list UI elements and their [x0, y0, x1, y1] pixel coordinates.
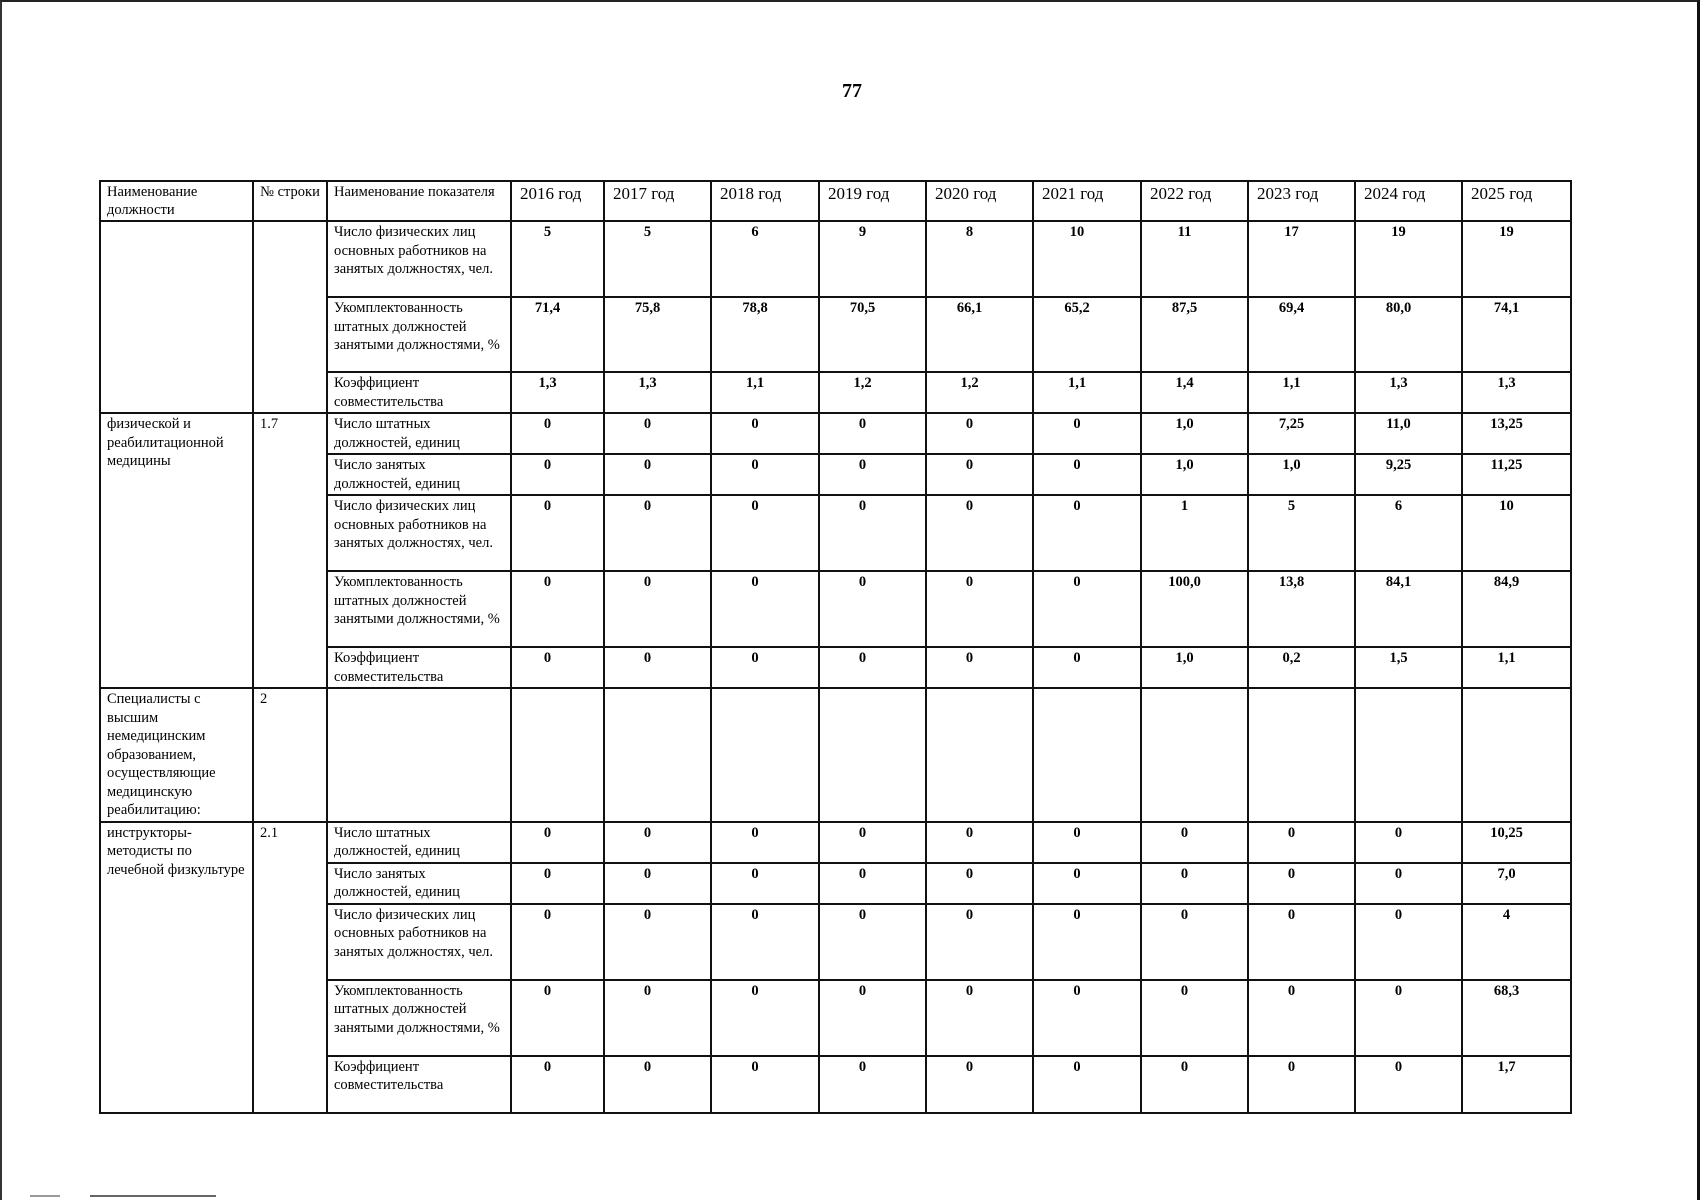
header-row [100, 181, 1571, 221]
value-cell: 1,7 [1462, 1056, 1571, 1113]
indicator-cell: Число штатных должностей, единиц [327, 413, 511, 454]
value-cell: 100,0 [1141, 571, 1248, 647]
value-cell: 0 [1141, 904, 1248, 980]
value-cell: 0 [1033, 863, 1141, 904]
value-cell: 0 [1033, 1056, 1141, 1113]
value-cell: 0 [711, 647, 819, 688]
value-cell: 65,2 [1033, 297, 1141, 372]
value-cell: 1,3 [511, 372, 604, 413]
value-cell: 1,1 [1033, 372, 1141, 413]
row-number-cell: 2.1 [253, 822, 327, 1113]
value-cell: 1,0 [1141, 413, 1248, 454]
value-cell: 0,2 [1248, 647, 1355, 688]
value-cell: 0 [1355, 904, 1462, 980]
indicator-cell: Число занятых должностей, единиц [327, 454, 511, 495]
table-body [100, 221, 1571, 1113]
value-cell: 0 [711, 495, 819, 571]
indicator-cell: Укомплектованность штатных должностей занятыми должностями, % [327, 571, 511, 647]
value-cell [604, 688, 711, 822]
value-cell: 1,2 [926, 372, 1033, 413]
value-cell: 71,4 [511, 297, 604, 372]
row-number-cell [253, 221, 327, 413]
value-cell: 6 [1355, 495, 1462, 571]
value-cell: 0 [1033, 822, 1141, 863]
value-cell: 0 [1248, 863, 1355, 904]
value-cell: 19 [1462, 221, 1571, 297]
value-cell: 0 [1355, 863, 1462, 904]
indicator-cell: Число физических лиц основных работников на занятых должностях, чел. [327, 904, 511, 980]
page-number: 77 [842, 80, 862, 102]
value-cell: 5 [1248, 495, 1355, 571]
value-cell: 87,5 [1141, 297, 1248, 372]
value-cell: 7,25 [1248, 413, 1355, 454]
value-cell: 1 [1141, 495, 1248, 571]
value-cell: 11,25 [1462, 454, 1571, 495]
value-cell: 0 [511, 413, 604, 454]
value-cell: 0 [1141, 1056, 1248, 1113]
value-cell: 1,0 [1141, 454, 1248, 495]
value-cell: 1,2 [819, 372, 926, 413]
value-cell [511, 688, 604, 822]
value-cell: 0 [819, 454, 926, 495]
table-row [100, 688, 1571, 822]
position-cell: инструкторы-методисты по лечебной физкультуре [100, 822, 253, 1113]
row-number-cell: 1.7 [253, 413, 327, 688]
value-cell: 0 [711, 980, 819, 1056]
value-cell: 0 [604, 863, 711, 904]
table-row [100, 221, 1571, 297]
value-cell: 9,25 [1355, 454, 1462, 495]
value-cell: 0 [604, 822, 711, 863]
value-cell: 19 [1355, 221, 1462, 297]
value-cell: 0 [926, 822, 1033, 863]
value-cell: 0 [926, 571, 1033, 647]
value-cell: 0 [1355, 980, 1462, 1056]
scan-artifact [90, 1195, 216, 1197]
value-cell: 10 [1462, 495, 1571, 571]
value-cell: 0 [1355, 1056, 1462, 1113]
value-cell: 0 [604, 904, 711, 980]
indicator-cell: Коэффициент совместительства [327, 647, 511, 688]
table-row [100, 413, 1571, 454]
value-cell: 13,8 [1248, 571, 1355, 647]
value-cell: 0 [711, 571, 819, 647]
indicator-cell: Число физических лиц основных работников на занятых должностях, чел. [327, 221, 511, 297]
value-cell: 84,9 [1462, 571, 1571, 647]
value-cell: 0 [819, 571, 926, 647]
header-year: 2024 год [1355, 181, 1462, 221]
value-cell: 0 [819, 863, 926, 904]
indicator-cell: Укомплектованность штатных должностей занятыми должностями, % [327, 297, 511, 372]
value-cell: 0 [1141, 822, 1248, 863]
value-cell: 68,3 [1462, 980, 1571, 1056]
value-cell: 0 [711, 1056, 819, 1113]
value-cell: 0 [711, 822, 819, 863]
value-cell: 0 [926, 454, 1033, 495]
value-cell: 4 [1462, 904, 1571, 980]
value-cell: 0 [604, 980, 711, 1056]
value-cell: 0 [1248, 822, 1355, 863]
value-cell: 11 [1141, 221, 1248, 297]
value-cell: 0 [1248, 904, 1355, 980]
position-cell: Специалисты с высшим немедицинским образованием, осуществляющие медицинскую реабилитацию: [100, 688, 253, 822]
value-cell [1141, 688, 1248, 822]
value-cell: 0 [511, 571, 604, 647]
header-row-number: № строки [253, 181, 327, 221]
header-year: 2020 год [926, 181, 1033, 221]
value-cell: 0 [511, 495, 604, 571]
position-cell [100, 221, 253, 413]
value-cell: 0 [926, 413, 1033, 454]
value-cell: 0 [819, 980, 926, 1056]
value-cell: 0 [604, 413, 711, 454]
scan-artifact [30, 1195, 60, 1197]
indicator-cell: Укомплектованность штатных должностей занятыми должностями, % [327, 980, 511, 1056]
value-cell: 6 [711, 221, 819, 297]
position-cell: физической и реабилитационной медицины [100, 413, 253, 688]
value-cell: 17 [1248, 221, 1355, 297]
value-cell: 13,25 [1462, 413, 1571, 454]
value-cell: 69,4 [1248, 297, 1355, 372]
table-row [100, 822, 1571, 863]
value-cell: 0 [511, 454, 604, 495]
value-cell: 1,1 [1462, 647, 1571, 688]
header-year: 2016 год [511, 181, 604, 221]
value-cell: 0 [1033, 413, 1141, 454]
table-header [100, 181, 1571, 221]
value-cell: 0 [711, 904, 819, 980]
header-year: 2022 год [1141, 181, 1248, 221]
value-cell: 0 [926, 863, 1033, 904]
value-cell: 1,0 [1141, 647, 1248, 688]
header-indicator: Наименование показателя [327, 181, 511, 221]
value-cell: 0 [1033, 495, 1141, 571]
value-cell: 0 [819, 647, 926, 688]
header-year: 2018 год [711, 181, 819, 221]
value-cell: 0 [511, 863, 604, 904]
value-cell: 0 [819, 904, 926, 980]
value-cell: 0 [1033, 571, 1141, 647]
value-cell: 5 [604, 221, 711, 297]
header-year: 2017 год [604, 181, 711, 221]
value-cell: 74,1 [1462, 297, 1571, 372]
value-cell [926, 688, 1033, 822]
value-cell: 1,1 [1248, 372, 1355, 413]
value-cell: 0 [1033, 454, 1141, 495]
value-cell: 0 [604, 571, 711, 647]
value-cell: 0 [926, 904, 1033, 980]
value-cell: 1,3 [1355, 372, 1462, 413]
indicator-cell [327, 688, 511, 822]
value-cell: 0 [1033, 647, 1141, 688]
value-cell: 0 [511, 647, 604, 688]
value-cell: 0 [604, 1056, 711, 1113]
value-cell: 66,1 [926, 297, 1033, 372]
header-year: 2021 год [1033, 181, 1141, 221]
value-cell: 80,0 [1355, 297, 1462, 372]
value-cell: 1,5 [1355, 647, 1462, 688]
value-cell: 0 [711, 454, 819, 495]
header-year: 2023 год [1248, 181, 1355, 221]
value-cell: 0 [1141, 863, 1248, 904]
staffing-table [99, 180, 1572, 1114]
indicator-cell: Число штатных должностей, единиц [327, 822, 511, 863]
value-cell: 10,25 [1462, 822, 1571, 863]
value-cell: 8 [926, 221, 1033, 297]
header-position: Наименование должности [100, 181, 253, 221]
value-cell: 1,3 [1462, 372, 1571, 413]
value-cell: 11,0 [1355, 413, 1462, 454]
value-cell: 0 [711, 413, 819, 454]
indicator-cell: Число занятых должностей, единиц [327, 863, 511, 904]
value-cell: 0 [604, 495, 711, 571]
value-cell: 0 [1033, 980, 1141, 1056]
value-cell [1248, 688, 1355, 822]
value-cell [1462, 688, 1571, 822]
value-cell: 0 [1355, 822, 1462, 863]
value-cell: 9 [819, 221, 926, 297]
header-year: 2025 год [1462, 181, 1571, 221]
value-cell [711, 688, 819, 822]
value-cell: 0 [926, 647, 1033, 688]
value-cell: 0 [1141, 980, 1248, 1056]
value-cell: 0 [604, 454, 711, 495]
value-cell: 0 [511, 904, 604, 980]
value-cell: 10 [1033, 221, 1141, 297]
value-cell: 1,1 [711, 372, 819, 413]
value-cell: 78,8 [711, 297, 819, 372]
value-cell: 75,8 [604, 297, 711, 372]
value-cell: 0 [819, 1056, 926, 1113]
value-cell: 0 [604, 647, 711, 688]
value-cell: 1,0 [1248, 454, 1355, 495]
value-cell: 0 [1033, 904, 1141, 980]
value-cell: 0 [1248, 980, 1355, 1056]
value-cell [1033, 688, 1141, 822]
value-cell: 0 [511, 1056, 604, 1113]
value-cell: 1,3 [604, 372, 711, 413]
value-cell: 0 [926, 980, 1033, 1056]
header-year: 2019 год [819, 181, 926, 221]
value-cell: 0 [926, 495, 1033, 571]
indicator-cell: Коэффициент совместительства [327, 372, 511, 413]
value-cell [1355, 688, 1462, 822]
value-cell: 0 [926, 1056, 1033, 1113]
value-cell: 0 [819, 495, 926, 571]
value-cell: 0 [1248, 1056, 1355, 1113]
value-cell: 5 [511, 221, 604, 297]
value-cell: 0 [711, 863, 819, 904]
value-cell: 70,5 [819, 297, 926, 372]
value-cell: 84,1 [1355, 571, 1462, 647]
value-cell: 0 [511, 980, 604, 1056]
value-cell: 0 [819, 822, 926, 863]
value-cell [819, 688, 926, 822]
value-cell: 0 [511, 822, 604, 863]
value-cell: 1,4 [1141, 372, 1248, 413]
indicator-cell: Коэффициент совместительства [327, 1056, 511, 1113]
row-number-cell: 2 [253, 688, 327, 822]
indicator-cell: Число физических лиц основных работников на занятых должностях, чел. [327, 495, 511, 571]
value-cell: 7,0 [1462, 863, 1571, 904]
value-cell: 0 [819, 413, 926, 454]
